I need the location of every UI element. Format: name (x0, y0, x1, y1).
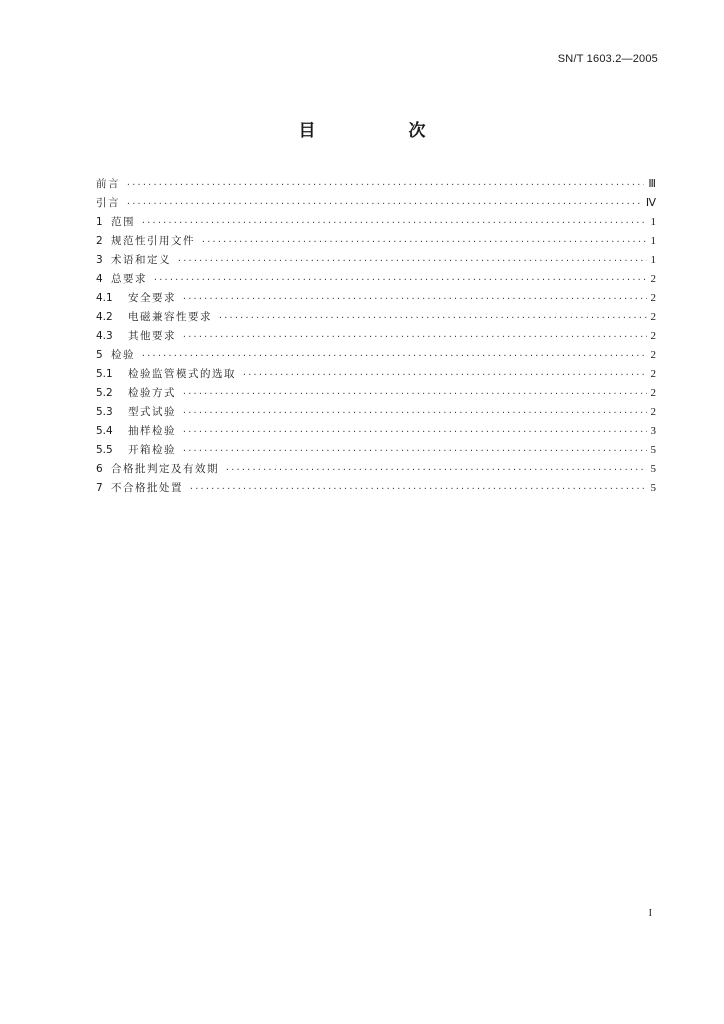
toc-entry-label: 检验方式 (128, 387, 176, 399)
toc-entry-label: 检验 (111, 349, 135, 361)
toc-entry-label: 规范性引用文件 (111, 235, 195, 247)
dot-leader (218, 308, 647, 327)
toc-entry-page: 1 (650, 216, 656, 228)
toc-entry-number: 4.1 (96, 292, 113, 304)
toc-entry-page: 2 (650, 349, 656, 361)
table-of-contents (96, 175, 656, 498)
toc-entry (96, 346, 656, 365)
dot-leader (182, 441, 647, 460)
toc-entry-label: 前言 (96, 178, 120, 190)
toc-entry-page: 1 (650, 235, 656, 247)
toc-entry-number: 6 (96, 463, 103, 475)
dot-leader (182, 327, 647, 346)
toc-entry (96, 460, 656, 479)
toc-entry-page: 5 (650, 463, 656, 475)
toc-entry-page: 2 (650, 406, 656, 418)
dot-leader (201, 232, 647, 251)
toc-entry (96, 213, 656, 232)
toc-entry-number: 7 (96, 482, 103, 494)
toc-entry (96, 289, 656, 308)
toc-entry-page: 2 (650, 330, 656, 342)
toc-entry-label: 安全要求 (128, 292, 176, 304)
toc-entry (96, 270, 656, 289)
toc-entry (96, 232, 656, 251)
toc-entry (96, 365, 656, 384)
toc-entry-page: Ⅲ (648, 178, 656, 190)
toc-entry (96, 422, 656, 441)
toc-entry-number: 5.3 (96, 406, 113, 418)
toc-entry-page: 5 (650, 482, 656, 494)
toc-entry-page: Ⅳ (645, 197, 656, 209)
toc-entry-label: 不合格批处置 (111, 482, 183, 494)
dot-leader (182, 403, 647, 422)
dot-leader (242, 365, 647, 384)
toc-entry-label: 合格批判定及有效期 (111, 463, 219, 475)
toc-entry (96, 441, 656, 460)
toc-entry (96, 403, 656, 422)
dot-leader (182, 289, 647, 308)
toc-entry (96, 194, 656, 213)
toc-entry-label: 电磁兼容性要求 (128, 311, 212, 323)
toc-entry-page: 2 (650, 292, 656, 304)
toc-entry-number: 5.5 (96, 444, 113, 456)
dot-leader (189, 479, 647, 498)
toc-entry-label: 开箱检验 (128, 444, 176, 456)
toc-entry-label: 范围 (111, 216, 135, 228)
toc-entry-label: 型式试验 (128, 406, 176, 418)
toc-entry-page: 2 (650, 387, 656, 399)
toc-entry-label: 检验监管模式的选取 (128, 368, 236, 380)
toc-entry (96, 175, 656, 194)
toc-entry (96, 479, 656, 498)
toc-entry-page: 2 (650, 311, 656, 323)
toc-entry-page: 3 (650, 425, 656, 437)
toc-entry-number: 3 (96, 254, 103, 266)
dot-leader (153, 270, 647, 289)
toc-entry (96, 327, 656, 346)
dot-leader (182, 422, 647, 441)
toc-entry-label: 引言 (96, 197, 120, 209)
dot-leader (126, 194, 642, 213)
toc-entry-page: 2 (650, 273, 656, 285)
toc-entry-number: 4.2 (96, 311, 113, 323)
dot-leader (177, 251, 647, 270)
dot-leader (141, 213, 647, 232)
dot-leader (225, 460, 647, 479)
toc-entry-page: 1 (650, 254, 656, 266)
dot-leader (141, 346, 647, 365)
toc-entry-number: 1 (96, 216, 103, 228)
toc-entry (96, 251, 656, 270)
toc-entry-label: 总要求 (111, 273, 147, 285)
standard-code: SN/T 1603.2—2005 (557, 53, 658, 65)
toc-entry-number: 4 (96, 273, 103, 285)
toc-entry-page: 5 (650, 444, 656, 456)
toc-entry-label: 其他要求 (128, 330, 176, 342)
page-number: I (648, 908, 652, 919)
toc-entry-label: 术语和定义 (111, 254, 171, 266)
toc-entry-page: 2 (650, 368, 656, 380)
toc-entry-label: 抽样检验 (128, 425, 176, 437)
toc-entry-number: 2 (96, 235, 103, 247)
dot-leader (182, 384, 647, 403)
toc-entry-number: 5.1 (96, 368, 113, 380)
toc-entry (96, 384, 656, 403)
toc-entry-number: 4.3 (96, 330, 113, 342)
dot-leader (126, 175, 644, 194)
toc-entry (96, 308, 656, 327)
toc-entry-number: 5.4 (96, 425, 113, 437)
toc-entry-number: 5 (96, 349, 103, 361)
toc-entry-number: 5.2 (96, 387, 113, 399)
page-title: 目 次 (298, 121, 464, 141)
